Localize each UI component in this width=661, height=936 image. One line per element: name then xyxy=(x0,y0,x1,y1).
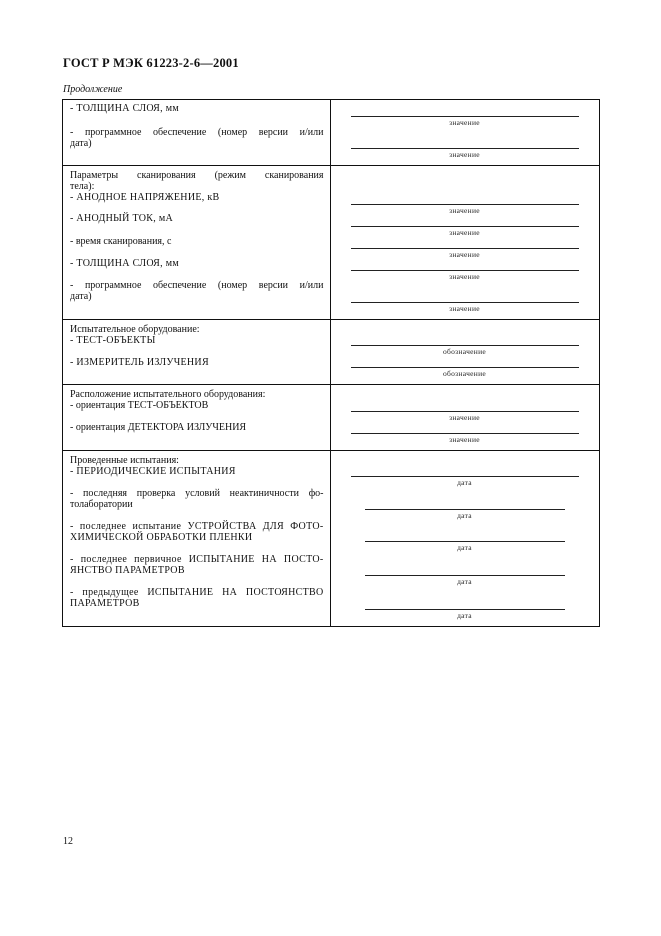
page-number: 12 xyxy=(63,836,73,847)
value-field-line[interactable] xyxy=(351,302,579,303)
row-value-cell xyxy=(330,451,600,627)
item-tests-performed-heading: Проведенные испытания: xyxy=(70,455,179,466)
row-label-cell xyxy=(63,451,331,627)
date-field-line[interactable] xyxy=(365,541,565,542)
table-row xyxy=(63,166,600,320)
row-label-cell xyxy=(63,320,331,385)
value-caption: значение xyxy=(449,304,480,313)
item-film-processor-test-cont: ХИМИЧЕСКОЙ ОБРАБОТКИ ПЛЕНКИ xyxy=(70,532,253,543)
date-caption: дата xyxy=(457,543,472,552)
item-scan-time: - время сканирования, с xyxy=(70,236,172,247)
table-row xyxy=(63,320,600,385)
date-caption: дата xyxy=(457,511,472,520)
date-field-line[interactable] xyxy=(351,476,579,477)
item-darkroom-check: - последняя проверка условий неактиничности фо- xyxy=(70,488,324,499)
table-row xyxy=(63,385,600,451)
value-caption: значение xyxy=(449,250,480,259)
item-scan-params-heading-cont: тела): xyxy=(70,181,95,192)
table-row xyxy=(63,451,600,627)
form-table xyxy=(62,99,600,627)
item-previous-constancy-test: - предыдущее ИСПЫТАНИЕ НА ПОСТОЯНСТВО xyxy=(70,587,324,598)
item-test-equipment-heading: Испытательное оборудование: xyxy=(70,324,200,335)
item-software-version-cont: дата) xyxy=(70,138,92,149)
item-anode-current: - АНОДНЫЙ ТОК, мА xyxy=(70,213,174,224)
value-field-line[interactable] xyxy=(351,270,579,271)
date-field-line[interactable] xyxy=(365,509,565,510)
item-scan-params-heading: Параметры сканирования (режим сканирования xyxy=(70,170,324,181)
date-caption: дата xyxy=(457,611,472,620)
item-radiation-meter: - ИЗМЕРИТЕЛЬ ИЗЛУЧЕНИЯ xyxy=(70,357,209,368)
designation-caption: обозначение xyxy=(442,347,487,356)
date-field-line[interactable] xyxy=(365,575,565,576)
value-field-line[interactable] xyxy=(351,116,579,117)
item-layer-thickness: - ТОЛЩИНА СЛОЯ, мм xyxy=(70,258,179,269)
item-detector-orientation: - ориентация ДЕТЕКТОРА ИЗЛУЧЕНИЯ xyxy=(70,422,247,433)
value-caption: значение xyxy=(449,413,480,422)
date-caption: дата xyxy=(457,577,472,586)
date-field-line[interactable] xyxy=(365,609,565,610)
table-row xyxy=(63,100,600,166)
row-value-cell xyxy=(330,166,600,320)
value-field-line[interactable] xyxy=(351,204,579,205)
item-equipment-location-heading: Расположение испытательного оборудования: xyxy=(70,389,266,400)
value-caption: значение xyxy=(449,435,480,444)
row-label-cell xyxy=(63,166,331,320)
designation-field-line[interactable] xyxy=(351,367,579,368)
continuation-label: Продолжение xyxy=(63,84,123,95)
row-label-cell xyxy=(63,385,331,451)
value-caption: значение xyxy=(449,150,480,159)
row-label-cell xyxy=(63,100,331,166)
item-darkroom-check-cont: толаборатории xyxy=(70,499,133,510)
item-initial-constancy-test-cont: ЯНСТВО ПАРАМЕТРОВ xyxy=(70,565,185,576)
item-previous-constancy-test-cont: ПАРАМЕТРОВ xyxy=(70,598,140,609)
item-software-version: - программное обеспечение (номер версии и/или xyxy=(70,280,324,291)
value-field-line[interactable] xyxy=(351,411,579,412)
value-field-line[interactable] xyxy=(351,148,579,149)
row-value-cell xyxy=(330,100,600,166)
designation-caption: обозначение xyxy=(442,369,487,378)
item-film-processor-test: - последнее испытание УСТРОЙСТВА ДЛЯ ФОТО- xyxy=(70,521,324,532)
row-value-cell xyxy=(330,385,600,451)
value-field-line[interactable] xyxy=(351,433,579,434)
value-caption: значение xyxy=(449,228,480,237)
row-value-cell xyxy=(330,320,600,385)
document-title: ГОСТ Р МЭК 61223-2-6—2001 xyxy=(63,56,239,70)
item-layer-thickness: - ТОЛЩИНА СЛОЯ, мм xyxy=(70,103,179,114)
value-field-line[interactable] xyxy=(351,248,579,249)
designation-field-line[interactable] xyxy=(351,345,579,346)
value-field-line[interactable] xyxy=(351,226,579,227)
item-software-version-cont: дата) xyxy=(70,291,92,302)
item-initial-constancy-test: - последнее первичное ИСПЫТАНИЕ НА ПОСТО- xyxy=(70,554,324,565)
value-caption: значение xyxy=(449,206,480,215)
item-anode-voltage: - АНОДНОЕ НАПРЯЖЕНИЕ, кВ xyxy=(70,192,220,203)
item-test-objects: - ТЕСТ-ОБЪЕКТЫ xyxy=(70,335,156,346)
item-software-version: - программное обеспечение (номер версии и/или xyxy=(70,127,324,138)
date-caption: дата xyxy=(457,478,472,487)
value-caption: значение xyxy=(449,118,480,127)
item-periodic-tests: - ПЕРИОДИЧЕСКИЕ ИСПЫТАНИЯ xyxy=(70,466,236,477)
item-test-object-orientation: - ориентация ТЕСТ-ОБЪЕКТОВ xyxy=(70,400,209,411)
value-caption: значение xyxy=(449,272,480,281)
